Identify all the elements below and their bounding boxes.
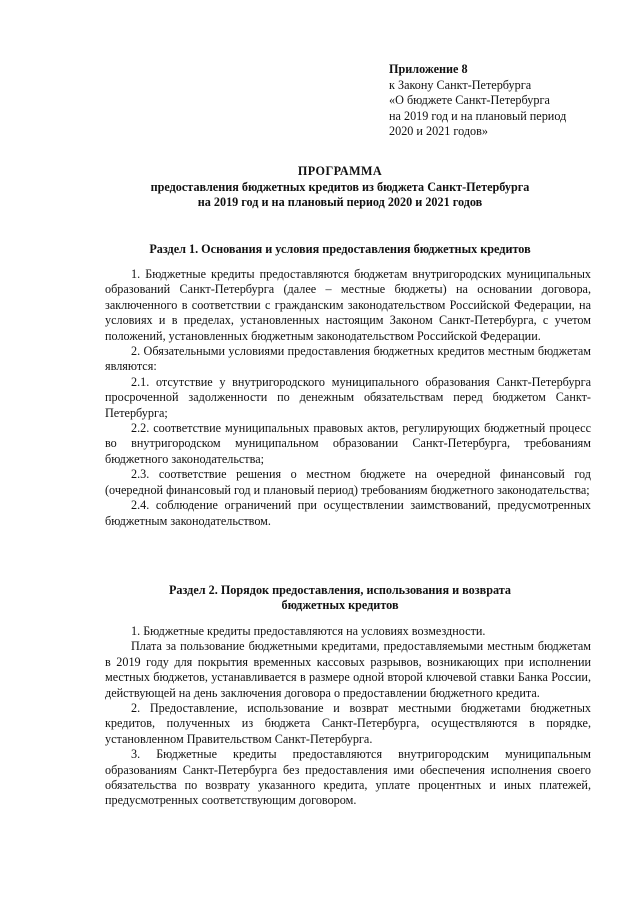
program-title: ПРОГРАММА <box>297 164 383 178</box>
paragraph: Плата за пользование бюджетными кредитами, предоставляемыми местным бюджетам в 2019 году для покрытия временных кассовых разрывов, возникающих при исполнении местных бюджетов, устанавливается в размере одной второй ключевой ставки Банка России, действующей на день заключения договора о предоставлении бюджетного кредита. <box>105 639 591 700</box>
section-2-body <box>105 624 591 809</box>
paragraph: 2.4. соблюдение ограничений при осуществлении заимствований, предусмотренных бюджетным законодательством. <box>105 498 591 528</box>
paragraph: 2. Предоставление, использование и возврат местными бюджетами бюджетных кредитов, полученных из бюджета Санкт-Петербурга, осуществляются в порядке, установленном Правительством Санкт-Петербурга. <box>105 701 591 746</box>
section-2-heading: бюджетных кредитов <box>281 598 399 612</box>
paragraph: 2. Обязательными условиями предоставления бюджетных кредитов местным бюджетам являются: <box>105 344 591 374</box>
appendix-line: к Закону Санкт-Петербурга <box>389 77 532 92</box>
paragraph: 2.1. отсутствие у внутригородского муниципального образования Санкт-Петербурга просроченной задолженности по денежным обязательствам перед бюджетом Санкт-Петербурга; <box>105 374 591 420</box>
paragraph: 1. Бюджетные кредиты предоставляются на условиях возмездности. <box>131 624 486 638</box>
appendix-title: Приложение 8 <box>389 62 468 76</box>
section-2-heading: Раздел 2. Порядок предоставления, использования и возврата <box>168 583 512 597</box>
program-subtitle-line: предоставления бюджетных кредитов из бюджета Санкт-Петербурга <box>150 180 530 194</box>
appendix-line: 2020 и 2021 годов» <box>389 124 488 139</box>
paragraph: 1. Бюджетные кредиты предоставляются бюджетам внутригородских муниципальных образований Санкт-Петербурга (далее – местные бюджеты) на основании договора, заключенного в соответствии с гражданским законодательством Российской Федерации, на условиях и в пределах, установленных настоящим Законом Санкт-Петербурга, с учетом положений, установленных бюджетным законодательством Российской Федерации. <box>105 267 591 343</box>
paragraph: 2.2. соответствие муниципальных правовых актов, регулирующих бюджетный процесс во внутригородском муниципальном образовании Санкт-Петербурга, требованиям бюджетного законодательства; <box>105 421 591 466</box>
paragraph: 3. Бюджетные кредиты предоставляются внутригородским муниципальным образованиям Санкт-Петербурга без предоставления ими обеспечения исполнения своего обязательства по возврату указанного кредита, уплате процентных и иных платежей, предусмотренных соответствующим договором. <box>105 747 591 808</box>
section-1-body <box>105 267 591 529</box>
paragraph: 2.3. соответствие решения о местном бюджете на очередной финансовый год (очередной финансовый год и плановый период) требованиям бюджетного законодательства; <box>105 467 591 497</box>
appendix-block <box>389 62 619 140</box>
section-1-heading: Раздел 1. Основания и условия предоставления бюджетных кредитов <box>149 242 531 256</box>
appendix-line: «О бюджете Санкт-Петербурга <box>389 93 550 108</box>
appendix-line: на 2019 год и на плановый период <box>389 108 567 123</box>
program-subtitle-line: на 2019 год и на плановый период 2020 и 2021 годов <box>197 195 483 209</box>
